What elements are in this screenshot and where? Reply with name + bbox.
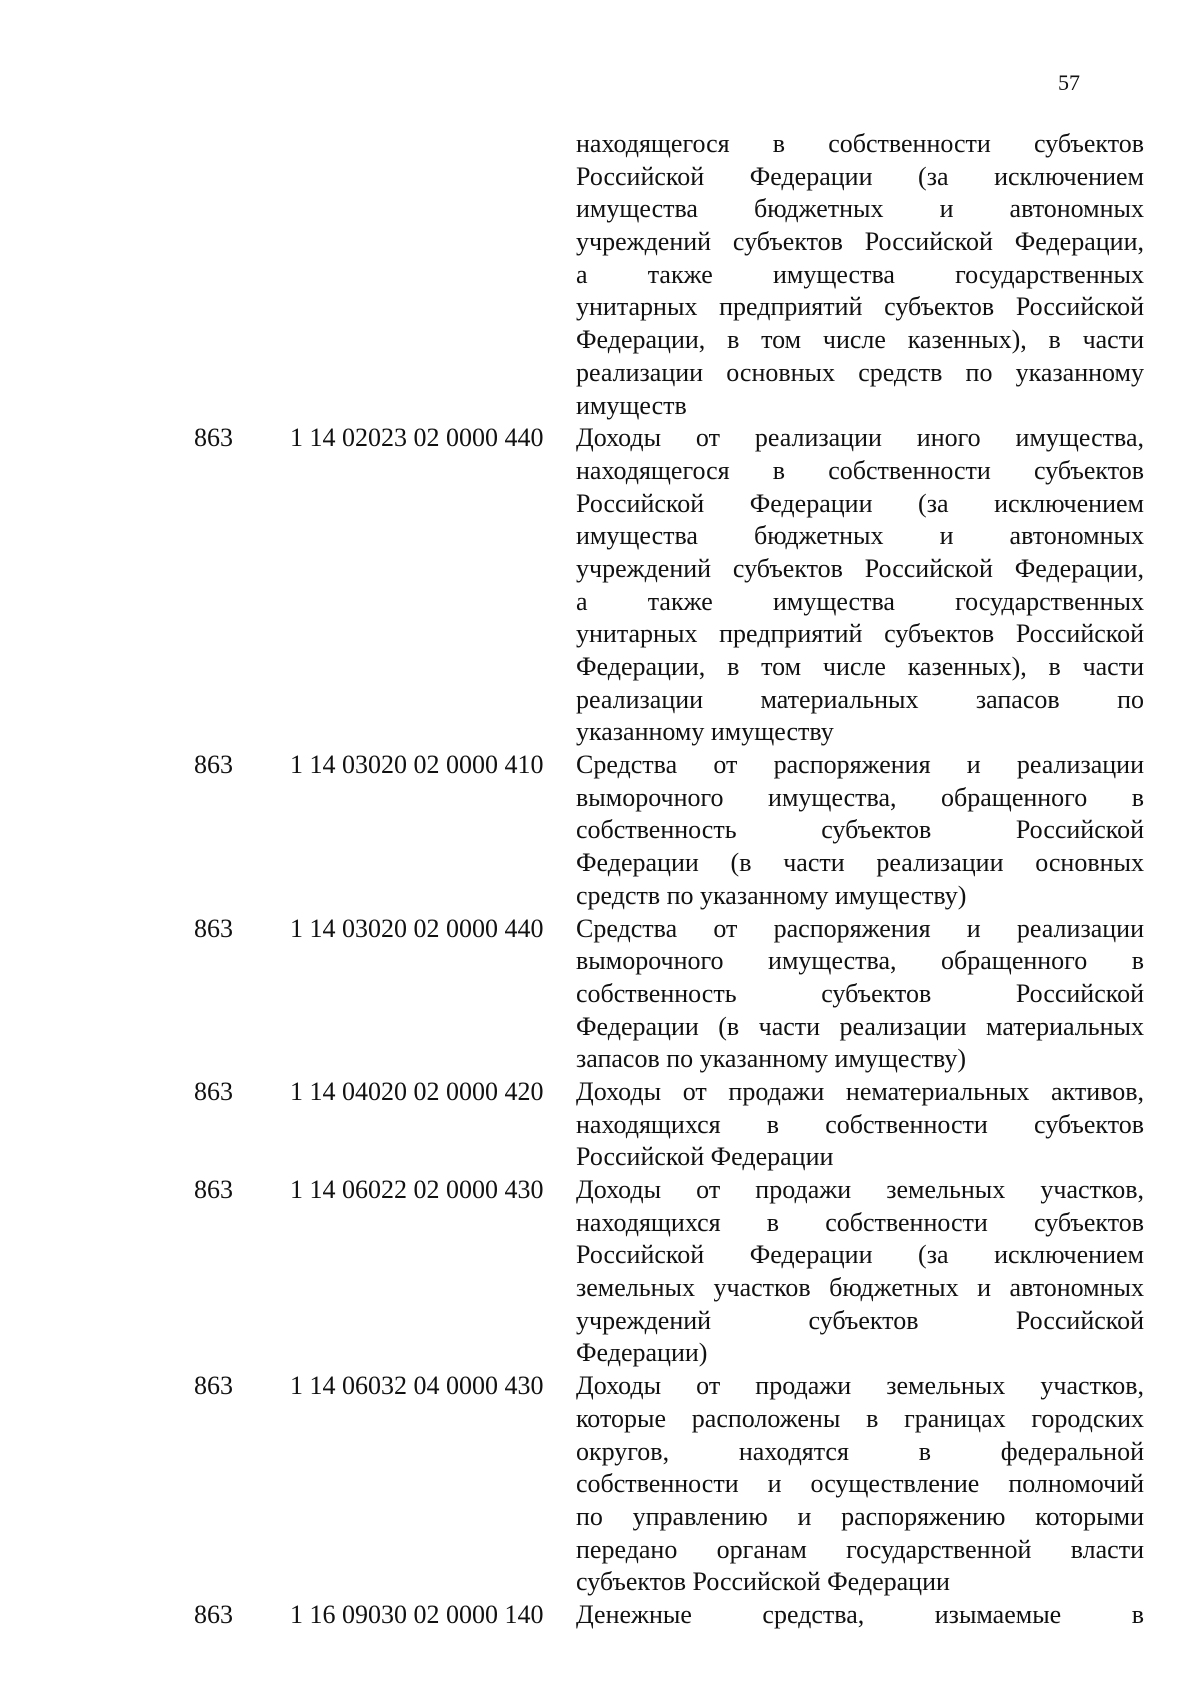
- page-number: 57: [1058, 70, 1080, 95]
- admin-code-cell: 863: [194, 1076, 233, 1106]
- description-line: Российской Федерации (за исключением: [576, 1240, 1144, 1270]
- description-line: выморочного имущества, обращенного в: [576, 782, 1144, 812]
- description-line: Федерации, в том числе казенных), в части: [576, 325, 1144, 355]
- description-line: Федерации): [576, 1338, 708, 1368]
- description-line: указанному имуществу: [576, 717, 834, 747]
- description-line: Доходы от продажи нематериальных активов,: [576, 1076, 1144, 1106]
- table-row: [194, 1370, 1154, 1599]
- description-line: Российской Федерации (за исключением: [576, 488, 1144, 518]
- description-line: учреждений субъектов Российской Федерации,: [576, 553, 1144, 583]
- table-row: [194, 1599, 1154, 1632]
- admin-code-cell: 863: [194, 913, 233, 943]
- revenue-description-cell: [576, 128, 1144, 422]
- table-row: [194, 913, 1154, 1076]
- description-line: по управлению и распоряжению которыми: [576, 1501, 1144, 1531]
- budget-classification-code-cell: 1 14 06032 04 0000 430: [290, 1371, 544, 1401]
- description-line: Денежные средства, изымаемые в: [576, 1599, 1144, 1629]
- description-line: унитарных предприятий субъектов Российской: [576, 292, 1144, 322]
- description-line: находящихся в собственности субъектов: [576, 1207, 1144, 1237]
- description-line: Российской Федерации (за исключением: [576, 161, 1144, 191]
- budget-classification-code-cell: 1 14 04020 02 0000 420: [290, 1076, 544, 1106]
- description-line: реализации основных средств по указанному: [576, 357, 1144, 387]
- description-line: земельных участков бюджетных и автономных: [576, 1273, 1144, 1303]
- admin-code-cell: 863: [194, 1371, 233, 1401]
- admin-code-cell: 863: [194, 750, 233, 780]
- description-line: Российской Федерации: [576, 1142, 834, 1172]
- description-line: Федерации, в том числе казенных), в части: [576, 652, 1144, 681]
- table-row: [194, 749, 1154, 912]
- description-line: Доходы от продажи земельных участков,: [576, 1371, 1144, 1401]
- description-line: имущества бюджетных и автономных: [576, 521, 1144, 551]
- description-line: средств по указанному имуществу): [576, 880, 967, 910]
- description-line: запасов по указанному имуществу): [576, 1044, 967, 1074]
- description-line: субъектов Российской Федерации: [576, 1567, 950, 1597]
- description-line: а также имущества государственных: [576, 586, 1144, 616]
- table-row: [194, 1174, 1154, 1370]
- table-row: [194, 1076, 1154, 1174]
- budget-classification-code-cell: 1 14 02023 02 0000 440: [290, 423, 544, 453]
- description-line: Доходы от реализации иного имущества,: [576, 423, 1144, 453]
- budget-classification-code-cell: 1 14 03020 02 0000 440: [290, 913, 544, 943]
- description-line: собственности и осуществление полномочий: [576, 1469, 1144, 1499]
- description-line: собственность субъектов Российской: [576, 815, 1144, 845]
- description-line: Средства от распоряжения и реализации: [576, 750, 1144, 780]
- description-line: Федерации (в части реализации материальных: [576, 1011, 1144, 1041]
- description-line: собственность субъектов Российской: [576, 978, 1144, 1008]
- budget-classification-code-cell: 1 14 03020 02 0000 410: [290, 750, 544, 780]
- description-line: учреждений субъектов Российской Федерации,: [576, 227, 1144, 257]
- description-line: находящегося в собственности субъектов: [576, 129, 1144, 158]
- description-line: учреждений субъектов Российской: [576, 1305, 1144, 1335]
- description-line: которые расположены в границах городских: [576, 1403, 1144, 1433]
- description-line: имуществ: [576, 390, 687, 420]
- description-line: выморочного имущества, обращенного в: [576, 946, 1144, 976]
- admin-code-cell: 863: [194, 1175, 233, 1204]
- description-line: имущества бюджетных и автономных: [576, 194, 1144, 224]
- revenue-description-cell: [576, 913, 1144, 1076]
- revenue-description-cell: [576, 1599, 1144, 1632]
- description-line: Федерации (в части реализации основных: [576, 848, 1144, 878]
- description-line: находящегося в собственности субъектов: [576, 455, 1144, 485]
- description-line: передано органам государственной власти: [576, 1534, 1144, 1564]
- revenue-description-cell: [576, 1174, 1144, 1370]
- revenue-codes-table: [194, 128, 1154, 1632]
- revenue-description-cell: [576, 1076, 1144, 1174]
- revenue-description-cell: [576, 749, 1144, 912]
- description-line: Средства от распоряжения и реализации: [576, 913, 1144, 943]
- description-line: унитарных предприятий субъектов Российской: [576, 619, 1144, 649]
- admin-code-cell: 863: [194, 1599, 233, 1629]
- admin-code-cell: 863: [194, 423, 233, 453]
- table-row: [194, 422, 1154, 749]
- budget-classification-code-cell: 1 16 09030 02 0000 140: [290, 1599, 544, 1629]
- budget-classification-code-cell: 1 14 06022 02 0000 430: [290, 1175, 544, 1204]
- revenue-description-cell: [576, 422, 1144, 749]
- revenue-description-cell: [576, 1370, 1144, 1599]
- description-line: Доходы от продажи земельных участков,: [576, 1175, 1144, 1204]
- description-line: реализации материальных запасов по: [576, 684, 1144, 714]
- description-line: а также имущества государственных: [576, 259, 1144, 289]
- table-row: [194, 128, 1154, 422]
- description-line: находящихся в собственности субъектов: [576, 1109, 1144, 1139]
- description-line: округов, находятся в федеральной: [576, 1436, 1144, 1466]
